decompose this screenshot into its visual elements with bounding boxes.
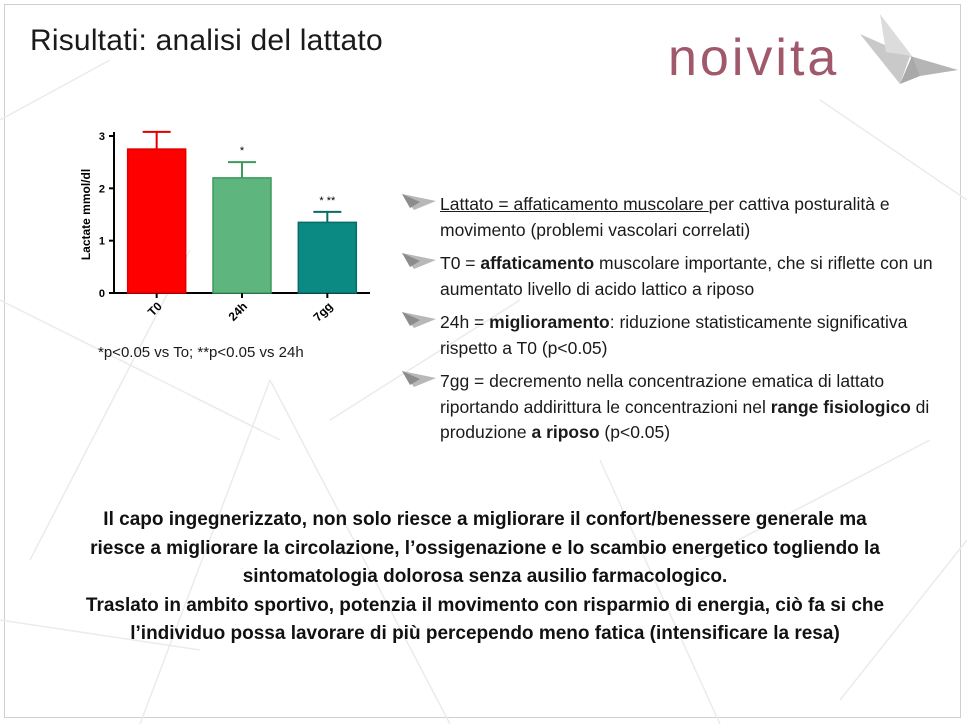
bullet-text: a riposo bbox=[531, 422, 600, 442]
bullet-text: muscolare importante, che si riflette con un aumentato livello di acido lattico a riposo bbox=[440, 253, 933, 299]
bullet-text: (p<0.05) bbox=[599, 422, 671, 442]
bird-arrow-icon bbox=[400, 249, 438, 271]
y-axis-label: Lactate mmol/dl bbox=[79, 168, 93, 261]
x-tick-label: 24h bbox=[225, 299, 251, 324]
bullet-text: affaticamento bbox=[480, 253, 595, 273]
significance-marker: * ** bbox=[319, 194, 336, 207]
bird-arrow-icon bbox=[400, 190, 438, 212]
y-tick-label: 3 bbox=[98, 131, 105, 143]
y-tick-label: 2 bbox=[98, 183, 105, 196]
bird-arrow-icon bbox=[400, 367, 438, 389]
significance-marker: * bbox=[239, 145, 245, 158]
bullet-item bbox=[400, 251, 960, 302]
bullet-list bbox=[400, 192, 960, 454]
conclusion-line: riesce a migliorare la circolazione, l’ossigenazione e lo scambio energetico togliendo la bbox=[90, 537, 880, 559]
bullet-text: : riduzione statisticamente significativa rispetto a T0 (p<0.05) bbox=[440, 312, 908, 358]
bullet-item bbox=[400, 192, 960, 243]
bar-24h bbox=[213, 178, 271, 293]
bullet-text: di produzione bbox=[440, 396, 930, 442]
bullet-text: miglioramento bbox=[489, 312, 610, 332]
bullet-text: Lattato = affaticamento muscolare bbox=[440, 194, 709, 214]
x-tick-label: T0 bbox=[144, 299, 165, 320]
lactate-bar-chart bbox=[70, 118, 380, 333]
bullet-text: 24h = bbox=[440, 312, 490, 332]
chart-footnote: *p<0.05 vs To; **p<0.05 vs 24h bbox=[98, 344, 304, 361]
conclusion-line: l’individuo possa lavorare di più percependo meno fatica (intensificare la resa) bbox=[130, 623, 840, 644]
conclusion-text bbox=[40, 506, 930, 649]
conclusion-line: sintomatologia dolorosa senza ausilio farmacologico. bbox=[242, 566, 728, 587]
bar-T0 bbox=[128, 149, 186, 293]
bar-7gg bbox=[298, 222, 356, 293]
bullet-text: range fisiologico bbox=[770, 396, 911, 417]
conclusion-line: Traslato in ambito sportivo, potenzia il movimento con risparmio di energia, ciò fa si che bbox=[85, 594, 885, 616]
conclusion-line: Il capo ingegnerizzato, non solo riesce a migliorare il confort/benessere generale ma bbox=[103, 509, 867, 530]
slide-title: Risultati: analisi del lattato bbox=[30, 24, 383, 57]
bullet-text: per cattiva posturalità e movimento (problemi vascolari correlati) bbox=[440, 194, 890, 240]
bird-arrow-icon bbox=[400, 308, 438, 330]
bullet-item bbox=[400, 310, 960, 361]
y-tick-label: 1 bbox=[98, 235, 105, 248]
y-tick-label: 0 bbox=[98, 288, 105, 300]
bullet-text: 7gg = decremento nella concentrazione ematica di lattato riportando addirittura le concentrazioni nel bbox=[440, 371, 885, 417]
logo-text: noivita bbox=[668, 29, 840, 87]
x-tick-label: 7gg bbox=[310, 299, 336, 325]
bullet-item bbox=[400, 369, 960, 446]
brand-logo bbox=[664, 10, 964, 90]
bullet-text: T0 = bbox=[440, 253, 481, 273]
bird-logo-icon bbox=[850, 12, 962, 90]
